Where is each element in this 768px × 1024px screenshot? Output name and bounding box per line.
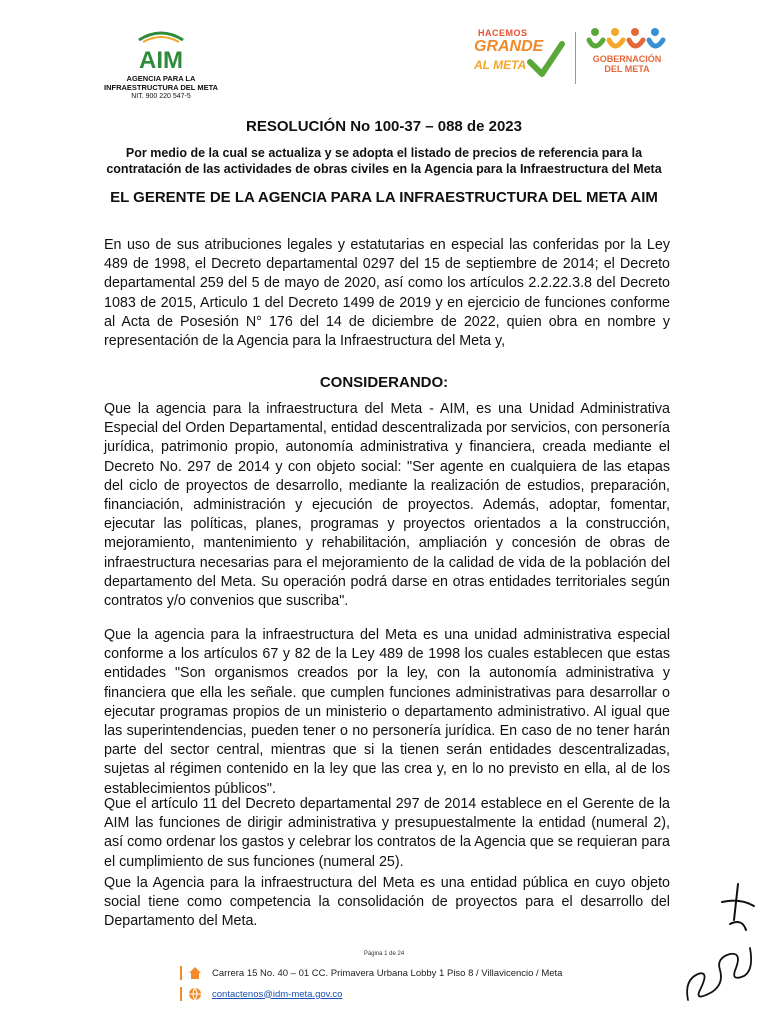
footer-address: Carrera 15 No. 40 – 01 CC. Primavera Urbana Lobby 1 Piso 8 / Villavicencio / Meta [212,967,563,979]
svg-text:AIM: AIM [139,47,183,74]
page-indicator: Página 1 de 24 [363,951,405,957]
aim-org-name-line1: AGENCIA PARA LA [126,74,196,83]
handwritten-initial [716,880,760,940]
footer-accent-bar [180,966,182,980]
checkmark-icon [526,40,566,80]
people-icon [585,26,669,54]
issuer-heading: EL GERENTE DE LA AGENCIA PARA LA INFRAESTRUCTURA DEL META AIM [110,189,658,206]
subtitle-line1: Por medio de la cual se actualiza y se adopta el listado de precios de referencia para la [125,146,643,160]
globe-icon [188,987,202,1001]
footer-accent-bar [180,987,182,1001]
considerando-heading: CONSIDERANDO: [319,374,449,391]
footer-email-link[interactable]: contactenos@idm-meta.gov.co [212,988,343,1000]
campaign-logo-line1: HACEMOS [478,28,528,38]
government-logo-line1: GOBERNACIÓN [592,54,662,64]
resolution-title: RESOLUCIÓN No 100-37 – 088 de 2023 [246,118,522,135]
resolution-subtitle [100,145,668,177]
paragraph-4: Que la Agencia para la infraestructura del Meta es una entidad pública en cuyo objeto social tiene como competencia la consolidación de proyectos para el desarrollo del Departamento del Meta. [104,875,670,930]
footer-email-row [180,986,342,1002]
government-logo-line2: DEL META [604,64,650,74]
paragraph-1: Que la agencia para la infraestructura del Meta - AIM, es una Unidad Administrativa Especial del Orden Departamental, entidad descentralizada por servicios, con personería jurídica, patrimonio propio, autonomía administrativa y financiera, creada mediante el Decreto No. 297 de 2014 y con objeto social: "Ser agente en cualquiera de las etapas del ciclo de proyectos de desarrollo, mediante la realización de estudios, preparación, financiación, administración y ejecución de proyectos. Además, adoptar, fomentar, ejecutar las políticas, planes, programas y proyectos orientados a la construcción, mejoramiento, mantenimiento y rehabilitación, ampliación y concesión de obras de infraestructura necesarias para el mejoramiento de la calidad de vida de la población del departamento del Meta. Su operación podrá darse en otras entidades territoriales según contratos y/o convenios que suscriba". [104,401,670,610]
intro-paragraph: En uso de sus atribuciones legales y estatutarias en especial las conferidas por la Ley 489 de 1998, el Decreto departamental 0297 del 15 de septiembre de 2014; el Decreto departamental 259 del 5 de mayo de 2020, así como los artículos 2.2.22.3.8 del Decreto 1083 de 2015, Articulo 1 del Decreto 1499 de 2019 y en ejercicio de funciones conforme al Acta de Posesión N° 176 del 14 de diciembre de 2022, quien obra en nombre y representación de la Agencia para la Infraestructura del Meta y, [104,237,670,350]
aim-org-name-line2: INFRAESTRUCTURA DEL META [103,83,219,92]
subtitle-line2: contratación de las actividades de obras civiles en la Agencia para la Infraestructura del Meta [106,162,662,176]
footer-address-row [180,965,562,981]
campaign-logo [468,26,568,82]
campaign-logo-line2: GRANDE [474,38,544,55]
aim-logo [96,30,226,101]
logo-divider [575,32,576,84]
home-icon [188,966,202,980]
paragraph-2: Que la agencia para la infraestructura del Meta es una unidad administrativa especial conforme a los artículos 67 y 82 de la Ley 489 de 1998 los cuales establecen que estas entidades "Son organismos creados por la ley, con la autonomía administrativa y financiera que ella les señale. que cumplen funciones administrativas para desarrollar o ejecutar programas propios de un ministerio o departamento administrativo. Al igual que las superintendencias, pueden tener o no personería jurídica. En caso de no tener harán parte del sector central, mientras que si la tienen serán entidades descentralizadas, sujetas al régimen contenido en la ley que las crea y, en lo no previsto en ella, al de los establecimientos públicos". [104,627,670,797]
campaign-logo-line3: AL META [474,58,527,72]
aim-nit: NIT. 900 220 547-5 [131,93,191,100]
government-logo [582,26,672,74]
aim-logo-mark [131,30,191,74]
paragraph-3: Que el artículo 11 del Decreto departamental 297 de 2014 establece en el Gerente de la AIM las funciones de dirigir administrativa y presupuestalmente la entidad (numeral 2), así como ordenar los gastos y celebrar los contratos de la Agencia que se requieran para el cumplimiento de sus funciones (numeral 25). [104,796,670,870]
